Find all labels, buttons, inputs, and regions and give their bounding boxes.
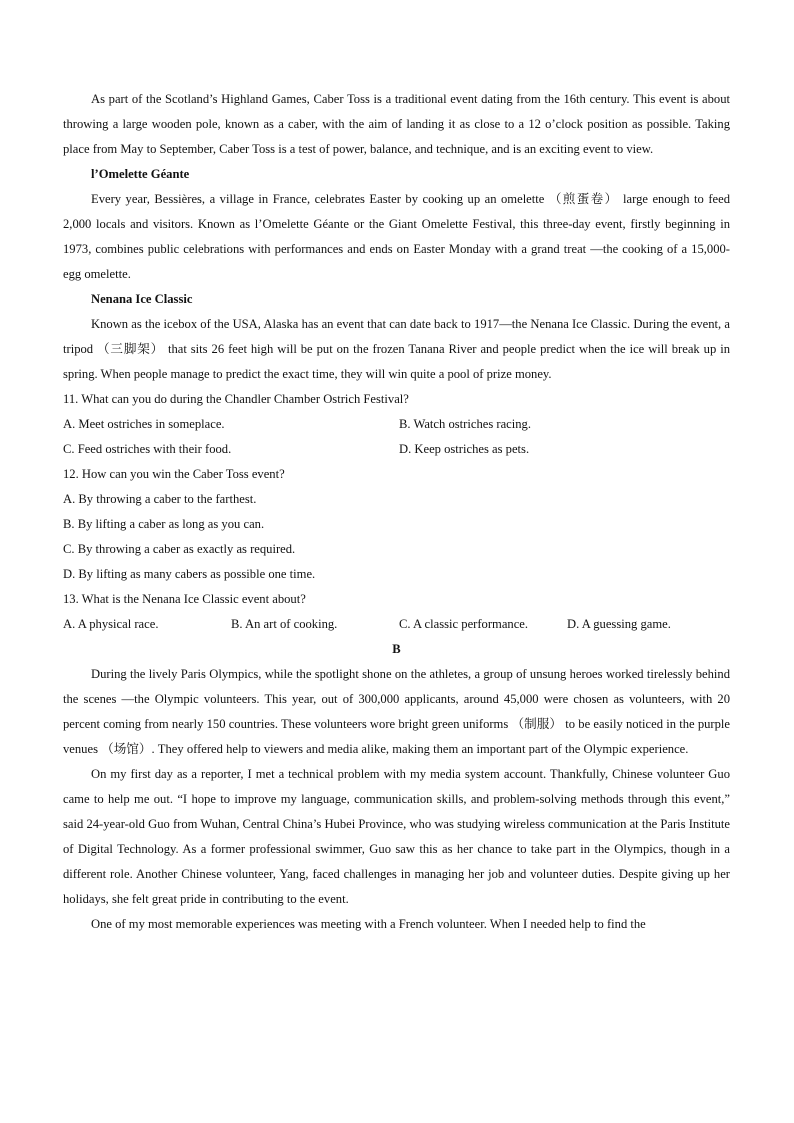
question-11-option-a: A. Meet ostriches in someplace. bbox=[63, 417, 225, 431]
question-13-stem: 13. What is the Nenana Ice Classic event about? bbox=[63, 592, 306, 606]
question-13-options bbox=[63, 612, 730, 637]
question-11-stem: 11. What can you do during the Chandler Chamber Ostrich Festival? bbox=[63, 392, 409, 406]
question-11-options-row2 bbox=[63, 437, 730, 462]
passage-b-label: B bbox=[392, 642, 401, 656]
question-11-option-d: D. Keep ostriches as pets. bbox=[399, 442, 530, 456]
question-12-option-d: D. By lifting as many cabers as possible one time. bbox=[63, 567, 316, 581]
question-12-option-a: A. By throwing a caber to the farthest. bbox=[63, 492, 257, 506]
document-page bbox=[63, 87, 730, 937]
omelette-heading: l’Omelette Géante bbox=[91, 167, 190, 181]
caber-toss-paragraph: As part of the Scotland’s Highland Games, Caber Toss is a traditional event dating from the 16th century. This event is about throwing a large wooden pole, known as a caber, with the aim of landing it as close to a 12 o’clock position as possible. Taking place from May to September, Caber Toss is a test of power, balance, and technique, and is an exciting event to view. bbox=[63, 92, 730, 156]
question-11-options-row1 bbox=[63, 412, 730, 437]
nenana-heading: Nenana Ice Classic bbox=[91, 292, 193, 306]
olympics-paragraph-3: One of my most memorable experiences was meeting with a French volunteer. When I needed help to find the bbox=[91, 917, 646, 931]
question-12-option-b: B. By lifting a caber as long as you can. bbox=[63, 517, 265, 531]
omelette-paragraph: Every year, Bessières, a village in France, celebrates Easter by cooking up an omelette （煎蛋卷） large enough to feed 2,000 locals and visitors. Known as l’Omelette Géante or the Giant Omelette Festival, this three-day event, firstly beginning in 1973, combines public celebrations with performances and ends on Easter Monday with a grand treat —the cooking of a 15,000-egg omelette. bbox=[63, 192, 730, 281]
question-12-stem: 12. How can you win the Caber Toss event? bbox=[63, 467, 285, 481]
question-11-option-b: B. Watch ostriches racing. bbox=[399, 417, 532, 431]
question-13-option-b: B. An art of cooking. bbox=[231, 617, 338, 631]
question-12-option-c: C. By throwing a caber as exactly as required. bbox=[63, 542, 296, 556]
question-13-option-a: A. A physical race. bbox=[63, 617, 159, 631]
question-13-option-d: D. A guessing game. bbox=[567, 617, 671, 631]
olympics-paragraph-2: On my first day as a reporter, I met a technical problem with my media system account. Thankfully, Chinese volunteer Guo came to help me out. “I hope to improve my language, communication skills, and problem-solving methods through this event,” said 24-year-old Guo from Wuhan, Central China’s Hubei Province, who was studying wireless communication at the Paris Institute of Digital Technology. As a former professional swimmer, Guo saw this as her chance to take part in the Olympics, though in a different role. Another Chinese volunteer, Yang, faced challenges in managing her job and volunteer duties. Despite giving up her holidays, she felt great pride in contributing to the event. bbox=[63, 767, 730, 906]
question-11-option-c: C. Feed ostriches with their food. bbox=[63, 442, 232, 456]
nenana-paragraph: Known as the icebox of the USA, Alaska has an event that can date back to 1917—the Nenana Ice Classic. During the event, a tripod （三脚架） that sits 26 feet high will be put on the frozen Tanana River and people predict when the ice will break up in spring. When people manage to predict the exact time, they will win quite a pool of prize money. bbox=[63, 317, 730, 381]
question-13-option-c: C. A classic performance. bbox=[399, 617, 529, 631]
olympics-paragraph-1: During the lively Paris Olympics, while the spotlight shone on the athletes, a group of unsung heroes worked tirelessly behind the scenes —the Olympic volunteers. This year, out of 300,000 applicants, around 45,000 were chosen as volunteers, with 20 percent coming from nearly 150 countries. These volunteers wore bright green uniforms （制服） to be easily noticed in the purple venues （场馆）. They offered help to viewers and media alike, making them an important part of the Olympic experience. bbox=[63, 667, 730, 756]
